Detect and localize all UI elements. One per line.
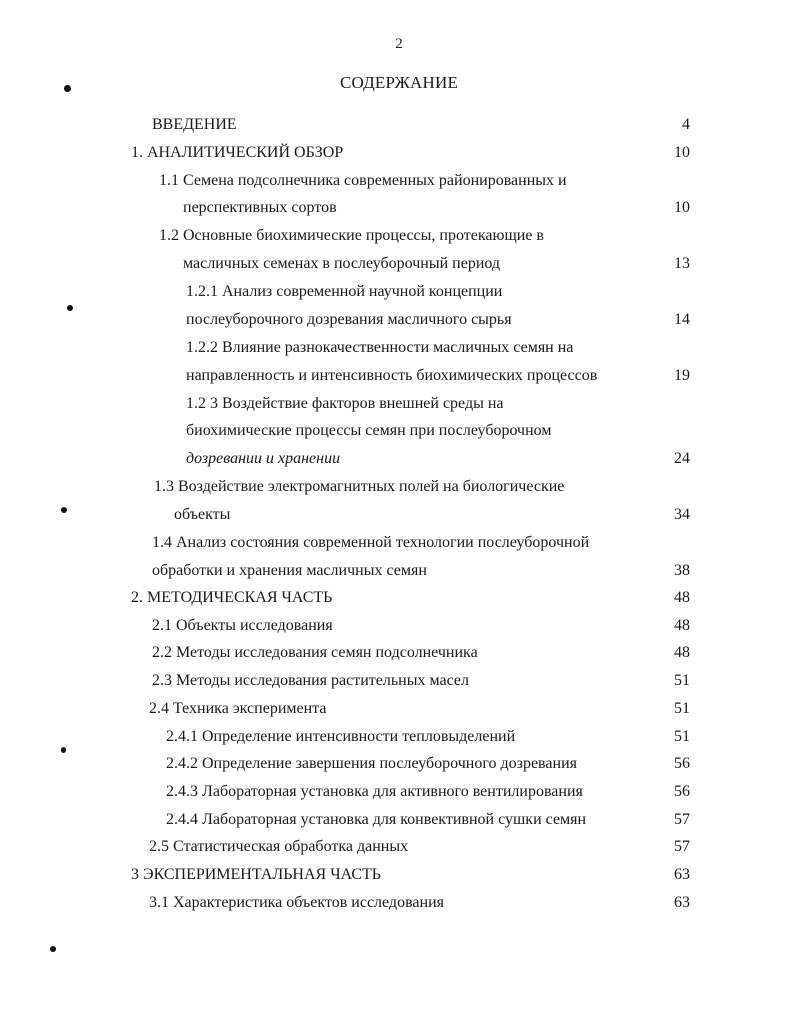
toc-entry-text: 1.2.1 Анализ современной научной концепции: [186, 283, 503, 300]
toc-entry-page: 19: [674, 367, 690, 384]
toc-entry-text: обработки и хранения масличных семян: [152, 562, 427, 579]
toc-entry-text: 1.2 3 Воздействие факторов внешней среды на: [186, 395, 504, 412]
toc-entry-text: 1.2 Основные биохимические процессы, протекающие в: [159, 227, 544, 244]
toc-entry-text: 1. АНАЛИТИЧЕСКИЙ ОБЗОР: [131, 144, 344, 161]
toc-entry-page: 24: [674, 450, 690, 467]
toc-entry-text: послеуборочного дозревания масличного сырья: [186, 311, 512, 328]
toc-entry-text: 3.1 Характеристика объектов исследования: [149, 894, 444, 911]
toc-entry-text: 1.4 Анализ состояния современной технологии послеуборочной: [152, 534, 590, 551]
toc-entry-text: 2.1 Объекты исследования: [152, 617, 333, 634]
toc-entry-page: 63: [674, 866, 690, 883]
toc-entry-text: 2.5 Статистическая обработка данных: [149, 838, 409, 855]
toc-entry-text: 3 ЭКСПЕРИМЕНТАЛЬНАЯ ЧАСТЬ: [131, 866, 381, 883]
toc-entry-page: 63: [674, 894, 690, 911]
toc-entry-page: 56: [674, 755, 690, 772]
toc-entry-page: 57: [674, 811, 690, 828]
page-title: СОДЕРЖАНИЕ: [339, 73, 459, 92]
toc-entry-page: 4: [682, 116, 690, 133]
scan-mark: [67, 305, 73, 311]
toc-entry-text: биохимические процессы семян при послеуборочном: [186, 422, 552, 439]
toc-entry-text: дозревании и хранении: [186, 450, 341, 467]
toc-entry-page: 10: [674, 199, 690, 216]
scan-mark: [61, 507, 67, 513]
toc-entry-text: ВВЕДЕНИЕ: [152, 116, 237, 133]
toc-entry-page: 48: [674, 617, 690, 634]
toc-entry-text: 2.4.4 Лабораторная установка для конвективной сушки семян: [166, 811, 587, 828]
toc-entry-text: 2.3 Методы исследования растительных масел: [152, 672, 469, 689]
toc-entry-page: 51: [674, 672, 690, 689]
toc-entry-page: 14: [674, 311, 690, 328]
toc-entry-page: 48: [674, 589, 690, 606]
toc-entry-text: 1.3 Воздействие электромагнитных полей на биологические: [154, 478, 565, 495]
toc-entry-text: 1.1 Семена подсолнечника современных районированных и: [159, 172, 567, 189]
toc-entry-text: 2.4.1 Определение интенсивности тепловыделений: [166, 728, 516, 745]
toc-entry-text: масличных семенах в послеуборочный период: [183, 255, 501, 272]
toc-entry-text: 2. МЕТОДИЧЕСКАЯ ЧАСТЬ: [131, 589, 333, 606]
page-number: 2: [395, 36, 403, 52]
scan-mark: [50, 946, 56, 952]
toc-entry-page: 34: [674, 506, 690, 523]
toc-entry-page: 57: [674, 838, 690, 855]
toc-entry-text: 2.2 Методы исследования семян подсолнечника: [152, 644, 478, 661]
toc-entry-text: 2.4 Техника эксперимента: [149, 700, 327, 717]
toc-entry-page: 10: [674, 144, 690, 161]
toc-entry-page: 51: [674, 700, 690, 717]
toc-entry-text: 1.2.2 Влияние разнокачественности масличных семян на: [186, 339, 574, 356]
toc-entry-text: направленность и интенсивность биохимических процессов: [186, 367, 598, 384]
toc-entry-page: 38: [674, 562, 690, 579]
toc-entry-page: 56: [674, 783, 690, 800]
toc-entry-text: объекты: [174, 506, 231, 523]
toc-entry-page: 48: [674, 644, 690, 661]
scan-mark: [64, 85, 71, 92]
toc-entry-text: перспективных сортов: [183, 199, 337, 216]
toc-entry-page: 13: [674, 255, 690, 272]
toc-entry-page: 51: [674, 728, 690, 745]
toc-entry-text: 2.4.3 Лабораторная установка для активного вентилирования: [166, 783, 583, 800]
scan-mark: [61, 747, 66, 753]
toc-entry-text: 2.4.2 Определение завершения послеуборочного дозревания: [166, 755, 577, 772]
